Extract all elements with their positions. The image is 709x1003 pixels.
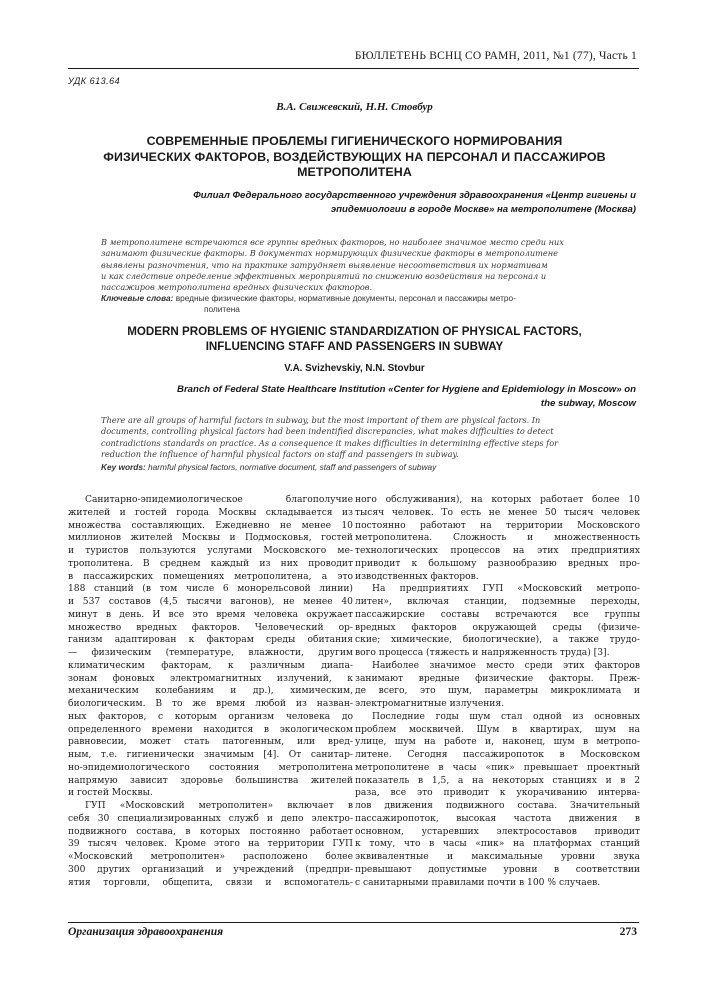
abstract-en-line: documents, controlling physical factors had been indentified discrepancies, what makes difficulties to detect: [101, 426, 554, 437]
body-text-line: множества составляющих. Ежедневно не менее 10: [68, 520, 353, 531]
footer-rule: [68, 922, 639, 923]
affiliation-ru-line: Филиал Федерального государственного учреждения здравоохранения «Центр гигиены и: [193, 190, 636, 201]
keywords-ru-text: вредные физические факторы, нормативные документы, персонал и пассажиры метро-: [175, 293, 516, 303]
body-text-line: Наиболее значимое место среди этих факторов: [372, 660, 640, 671]
body-text-line: улице, шум на работе и, наконец, шум в метропо-: [355, 737, 640, 748]
title-en: [80, 324, 629, 354]
body-text-line: климатическим факторам, к различным диапа-: [68, 660, 353, 671]
body-text-line: трополитена. В среднем каждый из них проводит: [68, 558, 353, 569]
body-text-line: вредных факторов окружающей среды (физиче-: [355, 622, 640, 633]
body-text-line: превышают допустимые уровни в соответствии: [355, 864, 640, 875]
body-text-line: метрополитене в часы «пик» превышает проектный: [355, 762, 640, 773]
body-text-line: ские; химические, биологические), а также трудо-: [355, 635, 640, 646]
body-text-line: вого процесса (тяжесть и напряженность труда) [3].: [355, 648, 610, 658]
body-text-line: занимают вредные физические факторы. Преж-: [355, 673, 640, 684]
keywords-en-label: Key words:: [101, 462, 146, 472]
abstract-en-line: There are all groups of harmful factors in subway, but the most important of them are physical factors. In: [101, 415, 541, 425]
keywords-en-text: harmful physical factors, normative document, staff and passengers of subway: [148, 462, 437, 472]
body-text-line: пассажирские составы встречаются все группы: [355, 609, 640, 620]
keywords-ru-label: Ключевые слова:: [101, 293, 174, 303]
body-text-line: Санитарно-эпидемиологическое благополучие: [85, 495, 353, 505]
page-number: 273: [619, 925, 637, 938]
abstract-ru-line: занимают физические факторы. В документах нормирующих физические факторы в метрополитене: [101, 248, 558, 259]
body-text-line: в пассажирских помещениях метрополитена, а это: [68, 571, 353, 582]
body-text-line: жителей и гостей города Москвы складывается из: [68, 507, 353, 518]
body-text-line: 39 тысяч человек. Кроме этого на территории ГУП: [68, 839, 353, 850]
body-right-column: [355, 494, 640, 889]
body-text-line: тысяч человек. То есть не менее 50 тысяч человек: [355, 507, 640, 518]
body-text-line: но-эпидемиологического состояния метрополитена: [68, 762, 353, 773]
udk-code: УДК 613.64: [68, 76, 121, 86]
affiliation-ru: [120, 189, 636, 216]
body-text-line: напрямую зависит здоровье большинства жителей: [68, 775, 353, 786]
body-text-line: миллионов жителей Москвы и Подмосковья, гостей: [68, 533, 353, 544]
body-text-line: зонам фоновых электромагнитных излучений, к: [68, 673, 353, 684]
body-text-line: механическим колебаниям и др.), химическим,: [68, 686, 353, 697]
affiliation-en-line: Branch of Federal State Healthcare Institution «Center for Hygiene and Epidemiology in Moscow» on: [177, 384, 636, 395]
body-text-line: постоянно работают на территории Московского: [355, 520, 640, 531]
body-text-line: минут в день. И все это время человека окружает: [68, 609, 353, 620]
body-left-column: [68, 494, 353, 889]
body-text-line: и гостей Москвы.: [68, 788, 153, 799]
body-text-line: — физическим (температуре, влажности, другим: [68, 648, 353, 658]
body-text-line: эквивалентные и максимальные уровни звука: [355, 852, 640, 862]
title-en-line: MODERN PROBLEMS OF HYGIENIC STANDARDIZATION OF PHYSICAL FACTORS,: [127, 325, 582, 338]
body-text-line: 188 станций (в том числе 6 монорельсовой линии): [68, 584, 353, 595]
body-text-line: показатель в 1,5, а на некоторых станциях и в 2: [355, 775, 640, 786]
body-text-line: себя 30 специализированных служб и депо электро-: [68, 813, 353, 824]
body-text-line: основном, устаревших электросоставов приводит: [355, 826, 640, 837]
body-text-line: На предприятиях ГУП «Московский метропо-: [372, 584, 640, 595]
authors-en: V.A. Svizhevskiy, N.N. Stovbur: [284, 363, 425, 374]
abstract-ru-line: пассажиров метрополитена вредных физических факторов.: [101, 282, 373, 293]
body-text-line: подвижного состава, в которых постоянно работает: [68, 826, 353, 837]
body-text-line: «Московский метрополитен» расположено более: [68, 852, 353, 862]
body-text-line: Последние годы шум стал одной из основных: [372, 711, 640, 722]
body-text-line: технологических процессов на этих предприятиях: [355, 546, 640, 556]
title-ru: [90, 134, 619, 181]
abstract-ru-line: В метрополитене встречаются все группы вредных факторов, но наиболее значимое место среди них: [101, 237, 564, 247]
body-text-line: ятия торговли, общепита, связи и вспомогатель-: [68, 877, 353, 888]
abstract-en: [101, 415, 633, 460]
body-text-line: биологическим. В то же время любой из назван-: [68, 699, 353, 709]
body-text-line: и 537 составов (4,5 тысячи вагонов), не менее 40: [68, 597, 353, 607]
title-ru-line: ФИЗИЧЕСКИХ ФАКТОРОВ, ВОЗДЕЙСТВУЮЩИХ НА ПЕРСОНАЛ И ПАССАЖИРОВ: [103, 149, 606, 164]
journal-section: Организация здравоохранения: [68, 925, 224, 938]
body-text-line: проблем москвичей. Шум в квартирах, шум на: [355, 724, 640, 735]
body-text-line: множество вредных факторов. Человеческий ор-: [68, 622, 353, 633]
affiliation-en: [108, 383, 636, 410]
body-text-line: ганизм адаптирован к факторам среды обитания: [68, 635, 353, 646]
abstract-ru: [101, 237, 633, 293]
body-text-line: 300 других организаций и учреждений (предпри-: [68, 864, 353, 875]
affiliation-ru-line: эпидемиологии в городе Москве» на метрополитене (Москва): [330, 203, 636, 215]
body-text-line: равновесии, может стать патогенным, или вред-: [68, 737, 353, 748]
body-text-line: электромагнитные излучения.: [355, 699, 505, 709]
title-ru-line: СОВРЕМЕННЫЕ ПРОБЛЕМЫ ГИГИЕНИЧЕСКОГО НОРМИРОВАНИЯ: [146, 134, 563, 148]
abstract-ru-line: и как следствие определение эффективных мероприятий по снижению воздействия на персонал и: [101, 270, 547, 281]
body-text-line: ного обслуживания), на которых работает более 10: [355, 495, 640, 505]
body-text-line: к тому, что в часы «пик» на платформах станций: [355, 839, 640, 850]
affiliation-en-line: the subway, Moscow: [540, 397, 636, 409]
authors-ru: В.А. Свижевский, Н.Н. Стовбур: [276, 101, 433, 113]
title-en-line: INFLUENCING STAFF AND PASSENGERS IN SUBWAY: [205, 340, 504, 353]
body-text-line: ным, т.е. гигиенически значимым [4]. От санитар-: [68, 750, 353, 760]
body-text-line: изводственных факторов.: [355, 571, 479, 582]
body-text-line: ГУП «Московский метрополитен» включает в: [85, 801, 353, 811]
body-text-line: приводит к большому разнообразию вредных про-: [355, 558, 640, 569]
header-rule: [68, 68, 639, 69]
body-text-line: с санитарными правилами почти в 100 % случаев.: [355, 877, 601, 888]
abstract-en-line: reduction the influence of harmful physical factors on staff and passengers in subway.: [101, 448, 459, 459]
body-text-line: де всего, это шум, параметры микроклимата и: [355, 686, 640, 697]
body-text-line: и туристов пользуются услугами Московского ме-: [68, 546, 353, 556]
body-text-line: раза, все это приводит к укорачиванию интерва-: [355, 788, 640, 799]
body-text-line: определенного времени находится в экологическом: [68, 724, 353, 735]
running-head: БЮЛЛЕТЕНЬ ВСНЦ СО РАМН, 2011, №1 (77), Часть 1: [354, 50, 637, 62]
body-text-line: литен», включая станции, подземные переходы,: [355, 597, 640, 607]
keywords-en: [101, 462, 633, 473]
body-text-line: ных факторов, с которым организм человека до: [68, 711, 353, 722]
abstract-ru-line: выявлены разночтения, что на практике затрудняет выявление несоответствия их нормативам: [101, 259, 548, 270]
body-text-line: пассажиропоток, высокая частота движения в: [355, 813, 640, 824]
keywords-ru-text: политена: [204, 304, 240, 315]
body-text-line: метрополитена. Сложность и множественность: [355, 533, 640, 544]
abstract-en-line: contradictions standards on practice. As a consequence it makes difficulties in determining effective steps for: [101, 437, 559, 448]
keywords-ru: [101, 293, 621, 316]
title-ru-line: МЕТРОПОЛИТЕНА: [297, 165, 412, 179]
body-text-line: лов движения подвижного состава. Значительный: [355, 801, 640, 811]
body-text-line: литене. Сегодня пассажиропоток в Московском: [355, 750, 640, 760]
